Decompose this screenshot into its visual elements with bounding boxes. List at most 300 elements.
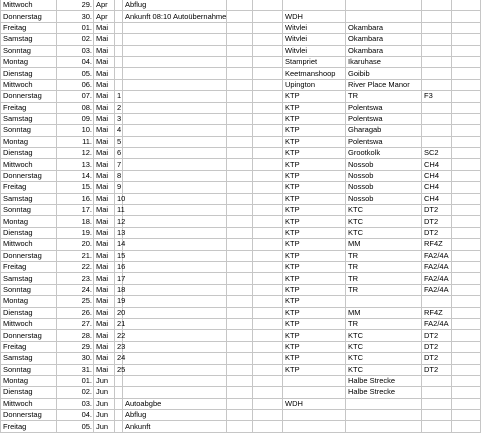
weekday-cell[interactable]: Freitag (1, 341, 57, 352)
weekday-cell[interactable]: Sonntag (1, 284, 57, 295)
blank-cell-b[interactable] (253, 387, 283, 398)
camp-cell[interactable]: Nossob (346, 159, 422, 170)
blank-cell-c[interactable] (452, 102, 481, 113)
blank-cell-a[interactable] (227, 11, 253, 22)
date-cell[interactable]: 02. (57, 387, 94, 398)
blank-cell-b[interactable] (253, 91, 283, 102)
camp-cell[interactable]: TR (346, 318, 422, 329)
place-cell[interactable]: KTP (283, 227, 346, 238)
note-cell[interactable] (123, 284, 227, 295)
note-cell[interactable] (123, 216, 227, 227)
day-number-cell[interactable]: 5 (115, 136, 123, 147)
note-cell[interactable] (123, 148, 227, 159)
camp-cell[interactable]: TR (346, 250, 422, 261)
unit-cell[interactable] (422, 0, 452, 11)
day-number-cell[interactable] (115, 398, 123, 409)
blank-cell-b[interactable] (253, 227, 283, 238)
date-cell[interactable]: 04. (57, 56, 94, 67)
day-number-cell[interactable]: 3 (115, 113, 123, 124)
month-cell[interactable]: Mai (94, 330, 115, 341)
place-cell[interactable]: KTP (283, 307, 346, 318)
blank-cell-a[interactable] (227, 353, 253, 364)
blank-cell-c[interactable] (452, 227, 481, 238)
place-cell[interactable]: Witvlei (283, 34, 346, 45)
blank-cell-a[interactable] (227, 330, 253, 341)
camp-cell[interactable]: TR (346, 91, 422, 102)
blank-cell-b[interactable] (253, 193, 283, 204)
weekday-cell[interactable]: Montag (1, 56, 57, 67)
place-cell[interactable]: Upington (283, 79, 346, 90)
month-cell[interactable]: Mai (94, 182, 115, 193)
place-cell[interactable] (283, 387, 346, 398)
blank-cell-b[interactable] (253, 239, 283, 250)
month-cell[interactable]: Mai (94, 22, 115, 33)
day-number-cell[interactable] (115, 387, 123, 398)
unit-cell[interactable]: FA2/4A (422, 261, 452, 272)
blank-cell-c[interactable] (452, 193, 481, 204)
day-number-cell[interactable] (115, 0, 123, 11)
day-number-cell[interactable] (115, 375, 123, 386)
month-cell[interactable]: Jun (94, 421, 115, 432)
place-cell[interactable]: KTP (283, 205, 346, 216)
blank-cell-c[interactable] (452, 353, 481, 364)
month-cell[interactable]: Mai (94, 284, 115, 295)
blank-cell-c[interactable] (452, 113, 481, 124)
note-cell[interactable] (123, 136, 227, 147)
weekday-cell[interactable]: Samstag (1, 353, 57, 364)
weekday-cell[interactable]: Samstag (1, 113, 57, 124)
blank-cell-b[interactable] (253, 205, 283, 216)
day-number-cell[interactable]: 4 (115, 125, 123, 136)
place-cell[interactable]: KTP (283, 125, 346, 136)
month-cell[interactable]: Mai (94, 307, 115, 318)
day-number-cell[interactable] (115, 11, 123, 22)
blank-cell-c[interactable] (452, 216, 481, 227)
date-cell[interactable]: 05. (57, 421, 94, 432)
camp-cell[interactable] (346, 0, 422, 11)
unit-cell[interactable]: FA2/4A (422, 284, 452, 295)
month-cell[interactable]: Mai (94, 250, 115, 261)
day-number-cell[interactable]: 12 (115, 216, 123, 227)
day-number-cell[interactable] (115, 56, 123, 67)
blank-cell-c[interactable] (452, 182, 481, 193)
date-cell[interactable]: 15. (57, 182, 94, 193)
blank-cell-b[interactable] (253, 182, 283, 193)
blank-cell-a[interactable] (227, 159, 253, 170)
blank-cell-c[interactable] (452, 34, 481, 45)
weekday-cell[interactable]: Dienstag (1, 68, 57, 79)
weekday-cell[interactable]: Donnerstag (1, 250, 57, 261)
blank-cell-a[interactable] (227, 227, 253, 238)
blank-cell-c[interactable] (452, 11, 481, 22)
camp-cell[interactable]: Halbe Strecke (346, 387, 422, 398)
blank-cell-c[interactable] (452, 330, 481, 341)
blank-cell-b[interactable] (253, 159, 283, 170)
month-cell[interactable]: Mai (94, 170, 115, 181)
month-cell[interactable]: Mai (94, 45, 115, 56)
note-cell[interactable] (123, 193, 227, 204)
blank-cell-b[interactable] (253, 330, 283, 341)
blank-cell-b[interactable] (253, 45, 283, 56)
blank-cell-c[interactable] (452, 239, 481, 250)
blank-cell-b[interactable] (253, 250, 283, 261)
day-number-cell[interactable]: 17 (115, 273, 123, 284)
note-cell[interactable]: Abflug (123, 410, 227, 421)
note-cell[interactable] (123, 102, 227, 113)
blank-cell-a[interactable] (227, 102, 253, 113)
day-number-cell[interactable]: 23 (115, 341, 123, 352)
day-number-cell[interactable]: 19 (115, 296, 123, 307)
note-cell[interactable] (123, 113, 227, 124)
blank-cell-b[interactable] (253, 79, 283, 90)
weekday-cell[interactable]: Mittwoch (1, 0, 57, 11)
month-cell[interactable]: Apr (94, 0, 115, 11)
unit-cell[interactable] (422, 375, 452, 386)
weekday-cell[interactable]: Sonntag (1, 45, 57, 56)
blank-cell-c[interactable] (452, 318, 481, 329)
month-cell[interactable]: Mai (94, 125, 115, 136)
note-cell[interactable] (123, 364, 227, 375)
note-cell[interactable] (123, 227, 227, 238)
blank-cell-b[interactable] (253, 56, 283, 67)
month-cell[interactable]: Mai (94, 296, 115, 307)
blank-cell-b[interactable] (253, 341, 283, 352)
month-cell[interactable]: Mai (94, 34, 115, 45)
place-cell[interactable]: KTP (283, 91, 346, 102)
unit-cell[interactable]: CH4 (422, 182, 452, 193)
date-cell[interactable]: 22. (57, 261, 94, 272)
day-number-cell[interactable]: 18 (115, 284, 123, 295)
blank-cell-b[interactable] (253, 148, 283, 159)
month-cell[interactable]: Mai (94, 113, 115, 124)
day-number-cell[interactable] (115, 34, 123, 45)
camp-cell[interactable]: KTC (346, 330, 422, 341)
day-number-cell[interactable]: 8 (115, 170, 123, 181)
blank-cell-b[interactable] (253, 364, 283, 375)
place-cell[interactable]: KTP (283, 182, 346, 193)
blank-cell-c[interactable] (452, 341, 481, 352)
camp-cell[interactable]: MM (346, 239, 422, 250)
blank-cell-c[interactable] (452, 273, 481, 284)
unit-cell[interactable] (422, 68, 452, 79)
blank-cell-b[interactable] (253, 125, 283, 136)
day-number-cell[interactable]: 11 (115, 205, 123, 216)
blank-cell-c[interactable] (452, 421, 481, 432)
blank-cell-c[interactable] (452, 375, 481, 386)
note-cell[interactable] (123, 159, 227, 170)
month-cell[interactable]: Mai (94, 102, 115, 113)
place-cell[interactable]: KTP (283, 273, 346, 284)
day-number-cell[interactable] (115, 68, 123, 79)
note-cell[interactable]: Autoabgbe (123, 398, 227, 409)
camp-cell[interactable]: TR (346, 273, 422, 284)
blank-cell-a[interactable] (227, 45, 253, 56)
place-cell[interactable]: KTP (283, 170, 346, 181)
weekday-cell[interactable]: Montag (1, 296, 57, 307)
blank-cell-a[interactable] (227, 261, 253, 272)
month-cell[interactable]: Mai (94, 159, 115, 170)
place-cell[interactable]: KTP (283, 364, 346, 375)
note-cell[interactable] (123, 273, 227, 284)
camp-cell[interactable]: KTC (346, 227, 422, 238)
date-cell[interactable]: 08. (57, 102, 94, 113)
date-cell[interactable]: 17. (57, 205, 94, 216)
place-cell[interactable]: Witvlei (283, 22, 346, 33)
unit-cell[interactable] (422, 398, 452, 409)
camp-cell[interactable]: Nossob (346, 170, 422, 181)
date-cell[interactable]: 11. (57, 136, 94, 147)
camp-cell[interactable]: Nossob (346, 182, 422, 193)
weekday-cell[interactable]: Montag (1, 216, 57, 227)
date-cell[interactable]: 02. (57, 34, 94, 45)
weekday-cell[interactable]: Donnerstag (1, 91, 57, 102)
month-cell[interactable]: Mai (94, 136, 115, 147)
note-cell[interactable] (123, 91, 227, 102)
date-cell[interactable]: 01. (57, 22, 94, 33)
blank-cell-c[interactable] (452, 170, 481, 181)
month-cell[interactable]: Mai (94, 364, 115, 375)
camp-cell[interactable]: MM (346, 307, 422, 318)
blank-cell-c[interactable] (452, 45, 481, 56)
date-cell[interactable]: 03. (57, 398, 94, 409)
place-cell[interactable] (283, 410, 346, 421)
blank-cell-a[interactable] (227, 205, 253, 216)
unit-cell[interactable] (422, 79, 452, 90)
month-cell[interactable]: Mai (94, 239, 115, 250)
day-number-cell[interactable]: 10 (115, 193, 123, 204)
blank-cell-c[interactable] (452, 148, 481, 159)
camp-cell[interactable]: Gharagab (346, 125, 422, 136)
camp-cell[interactable] (346, 398, 422, 409)
blank-cell-c[interactable] (452, 159, 481, 170)
blank-cell-c[interactable] (452, 125, 481, 136)
note-cell[interactable] (123, 182, 227, 193)
day-number-cell[interactable] (115, 79, 123, 90)
blank-cell-b[interactable] (253, 170, 283, 181)
camp-cell[interactable]: Grootkolk (346, 148, 422, 159)
weekday-cell[interactable]: Sonntag (1, 364, 57, 375)
note-cell[interactable] (123, 330, 227, 341)
blank-cell-a[interactable] (227, 387, 253, 398)
camp-cell[interactable]: Okambara (346, 34, 422, 45)
unit-cell[interactable]: FA2/4A (422, 318, 452, 329)
month-cell[interactable]: Mai (94, 56, 115, 67)
blank-cell-c[interactable] (452, 22, 481, 33)
camp-cell[interactable]: KTC (346, 205, 422, 216)
blank-cell-b[interactable] (253, 273, 283, 284)
note-cell[interactable] (123, 250, 227, 261)
blank-cell-a[interactable] (227, 250, 253, 261)
camp-cell[interactable]: KTC (346, 216, 422, 227)
date-cell[interactable]: 26. (57, 307, 94, 318)
weekday-cell[interactable]: Samstag (1, 193, 57, 204)
blank-cell-a[interactable] (227, 91, 253, 102)
unit-cell[interactable] (422, 387, 452, 398)
note-cell[interactable] (123, 318, 227, 329)
date-cell[interactable]: 23. (57, 273, 94, 284)
unit-cell[interactable] (422, 45, 452, 56)
blank-cell-a[interactable] (227, 375, 253, 386)
unit-cell[interactable] (422, 56, 452, 67)
blank-cell-a[interactable] (227, 125, 253, 136)
date-cell[interactable]: 30. (57, 353, 94, 364)
unit-cell[interactable]: DT2 (422, 353, 452, 364)
camp-cell[interactable]: Polentswa (346, 136, 422, 147)
day-number-cell[interactable]: 1 (115, 91, 123, 102)
place-cell[interactable]: KTP (283, 330, 346, 341)
date-cell[interactable]: 16. (57, 193, 94, 204)
month-cell[interactable]: Mai (94, 68, 115, 79)
day-number-cell[interactable]: 22 (115, 330, 123, 341)
day-number-cell[interactable]: 7 (115, 159, 123, 170)
note-cell[interactable] (123, 56, 227, 67)
weekday-cell[interactable]: Dienstag (1, 148, 57, 159)
blank-cell-b[interactable] (253, 375, 283, 386)
day-number-cell[interactable] (115, 421, 123, 432)
unit-cell[interactable] (422, 125, 452, 136)
date-cell[interactable]: 03. (57, 45, 94, 56)
camp-cell[interactable]: TR (346, 284, 422, 295)
place-cell[interactable]: KTP (283, 318, 346, 329)
weekday-cell[interactable]: Montag (1, 375, 57, 386)
place-cell[interactable]: KTP (283, 341, 346, 352)
blank-cell-c[interactable] (452, 68, 481, 79)
unit-cell[interactable] (422, 11, 452, 22)
blank-cell-a[interactable] (227, 193, 253, 204)
note-cell[interactable] (123, 387, 227, 398)
day-number-cell[interactable]: 24 (115, 353, 123, 364)
blank-cell-a[interactable] (227, 0, 253, 11)
place-cell[interactable]: KTP (283, 239, 346, 250)
blank-cell-a[interactable] (227, 56, 253, 67)
blank-cell-c[interactable] (452, 296, 481, 307)
note-cell[interactable] (123, 239, 227, 250)
unit-cell[interactable]: DT2 (422, 364, 452, 375)
month-cell[interactable]: Mai (94, 193, 115, 204)
blank-cell-b[interactable] (253, 353, 283, 364)
date-cell[interactable]: 01. (57, 375, 94, 386)
unit-cell[interactable] (422, 421, 452, 432)
place-cell[interactable]: Witvlei (283, 45, 346, 56)
note-cell[interactable] (123, 353, 227, 364)
camp-cell[interactable]: Polentswa (346, 113, 422, 124)
blank-cell-c[interactable] (452, 79, 481, 90)
place-cell[interactable]: KTP (283, 353, 346, 364)
blank-cell-a[interactable] (227, 148, 253, 159)
month-cell[interactable]: Jun (94, 375, 115, 386)
month-cell[interactable]: Mai (94, 227, 115, 238)
place-cell[interactable]: KTP (283, 113, 346, 124)
month-cell[interactable]: Mai (94, 341, 115, 352)
day-number-cell[interactable]: 14 (115, 239, 123, 250)
blank-cell-b[interactable] (253, 284, 283, 295)
date-cell[interactable]: 18. (57, 216, 94, 227)
blank-cell-c[interactable] (452, 56, 481, 67)
date-cell[interactable]: 24. (57, 284, 94, 295)
blank-cell-a[interactable] (227, 273, 253, 284)
day-number-cell[interactable] (115, 45, 123, 56)
month-cell[interactable]: Jun (94, 398, 115, 409)
blank-cell-a[interactable] (227, 113, 253, 124)
note-cell[interactable] (123, 261, 227, 272)
weekday-cell[interactable]: Freitag (1, 421, 57, 432)
blank-cell-a[interactable] (227, 239, 253, 250)
note-cell[interactable] (123, 125, 227, 136)
unit-cell[interactable] (422, 136, 452, 147)
camp-cell[interactable]: River Place Manor (346, 79, 422, 90)
note-cell[interactable] (123, 170, 227, 181)
blank-cell-a[interactable] (227, 68, 253, 79)
month-cell[interactable]: Mai (94, 205, 115, 216)
weekday-cell[interactable]: Freitag (1, 102, 57, 113)
place-cell[interactable]: KTP (283, 193, 346, 204)
date-cell[interactable]: 21. (57, 250, 94, 261)
day-number-cell[interactable]: 25 (115, 364, 123, 375)
place-cell[interactable]: KTP (283, 216, 346, 227)
weekday-cell[interactable]: Freitag (1, 261, 57, 272)
place-cell[interactable]: KTP (283, 284, 346, 295)
camp-cell[interactable] (346, 421, 422, 432)
date-cell[interactable]: 14. (57, 170, 94, 181)
unit-cell[interactable]: DT2 (422, 330, 452, 341)
month-cell[interactable]: Mai (94, 216, 115, 227)
place-cell[interactable] (283, 0, 346, 11)
blank-cell-c[interactable] (452, 398, 481, 409)
unit-cell[interactable]: FA2/4A (422, 250, 452, 261)
date-cell[interactable]: 04. (57, 410, 94, 421)
blank-cell-a[interactable] (227, 410, 253, 421)
place-cell[interactable]: KTP (283, 296, 346, 307)
weekday-cell[interactable]: Montag (1, 136, 57, 147)
blank-cell-c[interactable] (452, 364, 481, 375)
blank-cell-c[interactable] (452, 410, 481, 421)
weekday-cell[interactable]: Donnerstag (1, 11, 57, 22)
unit-cell[interactable] (422, 113, 452, 124)
date-cell[interactable]: 13. (57, 159, 94, 170)
camp-cell[interactable]: KTC (346, 353, 422, 364)
weekday-cell[interactable]: Freitag (1, 22, 57, 33)
blank-cell-c[interactable] (452, 307, 481, 318)
date-cell[interactable]: 06. (57, 79, 94, 90)
camp-cell[interactable]: Polentswa (346, 102, 422, 113)
month-cell[interactable]: Mai (94, 91, 115, 102)
place-cell[interactable]: KTP (283, 148, 346, 159)
camp-cell[interactable]: TR (346, 261, 422, 272)
blank-cell-a[interactable] (227, 34, 253, 45)
blank-cell-c[interactable] (452, 136, 481, 147)
camp-cell[interactable]: Halbe Strecke (346, 375, 422, 386)
place-cell[interactable]: Stampriet (283, 56, 346, 67)
note-cell[interactable] (123, 22, 227, 33)
day-number-cell[interactable]: 2 (115, 102, 123, 113)
date-cell[interactable]: 20. (57, 239, 94, 250)
month-cell[interactable]: Jun (94, 410, 115, 421)
weekday-cell[interactable]: Dienstag (1, 387, 57, 398)
place-cell[interactable]: KTP (283, 136, 346, 147)
unit-cell[interactable] (422, 34, 452, 45)
blank-cell-a[interactable] (227, 341, 253, 352)
month-cell[interactable]: Mai (94, 261, 115, 272)
blank-cell-b[interactable] (253, 11, 283, 22)
note-cell[interactable] (123, 45, 227, 56)
weekday-cell[interactable]: Mittwoch (1, 318, 57, 329)
blank-cell-b[interactable] (253, 0, 283, 11)
blank-cell-c[interactable] (452, 387, 481, 398)
blank-cell-a[interactable] (227, 170, 253, 181)
note-cell[interactable] (123, 79, 227, 90)
blank-cell-c[interactable] (452, 261, 481, 272)
unit-cell[interactable]: CH4 (422, 193, 452, 204)
